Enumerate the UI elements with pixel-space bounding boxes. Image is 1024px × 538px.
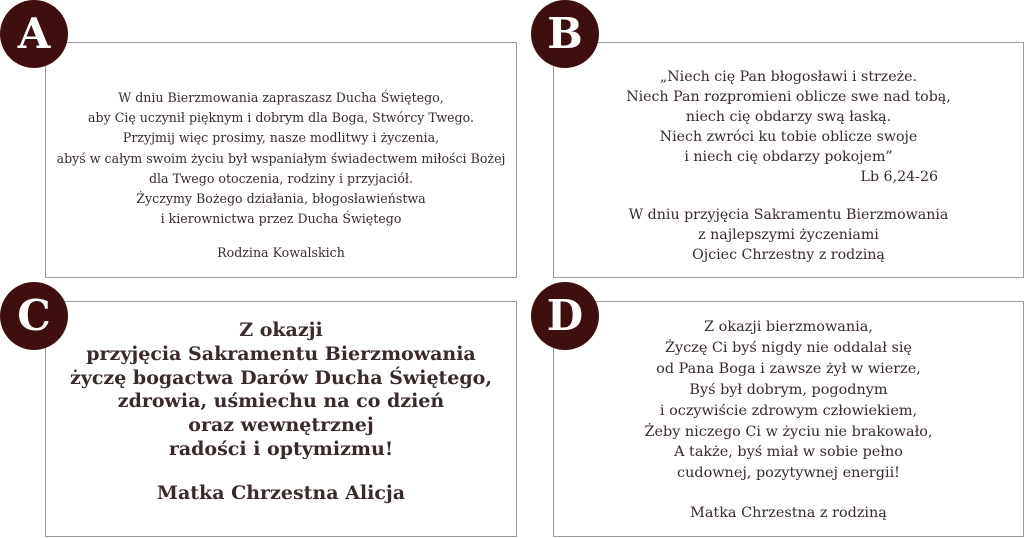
card-c-line: przyjęcia Sakramentu Bierzmowania bbox=[86, 342, 476, 365]
card-b-quote-line: niech cię obdarzy swą łaską. bbox=[685, 109, 892, 125]
spacer bbox=[554, 484, 1023, 503]
card-a bbox=[45, 42, 517, 278]
card-a-line: abyś w całym swoim życiu był wspaniałym świadectwem miłości Bożej bbox=[56, 150, 506, 166]
card-a-letter-badge: A bbox=[0, 0, 68, 68]
card-b-line: W dniu przyjęcia Sakramentu Bierzmowania bbox=[628, 207, 949, 223]
spacer bbox=[46, 462, 516, 482]
card-c-text bbox=[46, 319, 516, 506]
card-d-letter-badge: D bbox=[531, 282, 599, 350]
card-c-line: życzę bogactwa Darów Ducha Świętego, bbox=[70, 366, 492, 389]
card-a-line: aby Cię uczynił pięknym i dobrym dla Boga, Stwórcy Twego. bbox=[88, 110, 474, 126]
card-d-line: od Pana Boga i zawsze żył w wierze, bbox=[656, 360, 921, 377]
card-b-quote-line: i niech cię obdarzy pokojem” bbox=[684, 149, 893, 165]
card-b-quote-line: „Niech cię Pan błogosławi i strzeże. bbox=[659, 69, 918, 85]
card-d-line: Życzę Ci byś nigdy nie oddalał się bbox=[665, 339, 912, 356]
card-b-letter-badge: B bbox=[531, 0, 599, 68]
card-a-line: i kierownictwa przez Ducha Świętego bbox=[160, 211, 402, 227]
card-b-line: z najlepszymi życzeniami bbox=[698, 227, 879, 243]
card-c-line: radości i optymizmu! bbox=[168, 437, 394, 460]
card-c-line: zdrowia, uśmiechu na co dzień bbox=[117, 390, 445, 413]
card-b-text bbox=[554, 67, 1023, 265]
card-d-line: A także, byś miał w sobie pełno bbox=[674, 444, 903, 461]
card-d-line: Z okazji bierzmowania, bbox=[704, 319, 873, 335]
card-b-reference: Lb 6,24-26 bbox=[860, 169, 938, 185]
card-c-letter-badge: C bbox=[0, 282, 68, 350]
card-d-line: Żeby niczego Ci w życiu nie brakowało, bbox=[644, 423, 933, 440]
card-d-text bbox=[554, 317, 1023, 524]
card-d-line: cudownej, pozytywnej energii! bbox=[677, 465, 900, 482]
card-a-text bbox=[46, 88, 516, 264]
card-d-line: i oczywiście zdrowym człowiekiem, bbox=[659, 402, 918, 419]
spacer bbox=[46, 229, 516, 243]
card-a-line: Życzymy Bożego działania, błogosławieństwa bbox=[136, 191, 426, 207]
spacer bbox=[554, 187, 1023, 205]
card-a-line: dla Twego otoczenia, rodziny i przyjaciół. bbox=[148, 170, 414, 186]
card-b-quote-line: Niech zwróci ku tobie oblicze swoje bbox=[659, 129, 918, 145]
card-a-line: Przyjmij więc prosimy, nasze modlitwy i życzenia, bbox=[122, 130, 440, 146]
card-b-quote-line: Niech Pan rozpromieni oblicze swe nad tobą, bbox=[626, 89, 951, 105]
card-c-signature: Matka Chrzestna Alicja bbox=[156, 481, 406, 504]
card-c-line: Z okazji bbox=[239, 319, 323, 341]
card-d-line: Byś był dobrym, pogodnym bbox=[689, 381, 888, 398]
card-b bbox=[553, 42, 1024, 278]
card-c bbox=[45, 301, 517, 537]
card-a-signature: Rodzina Kowalskich bbox=[217, 245, 345, 261]
card-d-signature: Matka Chrzestna z rodziną bbox=[690, 505, 887, 522]
card-b-line: Ojciec Chrzestny z rodziną bbox=[692, 247, 885, 263]
card-c-line: oraz wewnętrznej bbox=[188, 414, 374, 437]
card-a-line: W dniu Bierzmowania zapraszasz Ducha Świętego, bbox=[118, 90, 444, 105]
card-d bbox=[553, 301, 1024, 537]
